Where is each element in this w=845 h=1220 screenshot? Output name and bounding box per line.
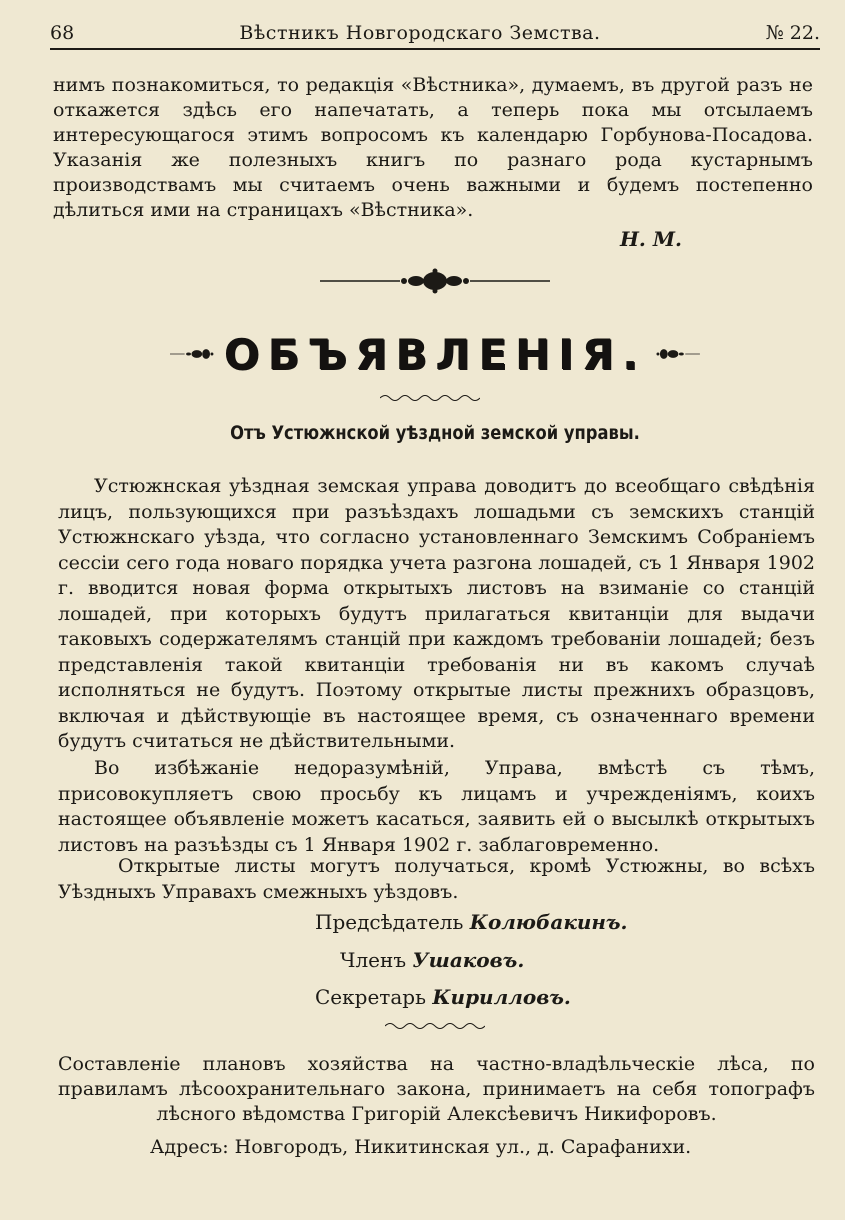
page-header [50,18,820,48]
section-heading-block [170,324,700,384]
announcement-paragraph-3: Открытые листы могутъ получаться, кромѣ Устюжны, во всѣхъ Уѣздныхъ Управахъ смежныхъ уѣздовъ. [58,855,815,903]
wavy-divider [385,1020,485,1032]
announcement-paragraph-2: Во избѣжаніе недоразумѣній, Управа, вмѣстѣ съ тѣмъ, присовокупляетъ свою просьбу къ лицамъ и учрежденіямъ, коихъ настоящее объявленіе можетъ касаться, заявить ей о высылкѣ открытыхъ листовъ на разъѣзды съ 1 Января 1902 г. заблаговременно. [58,757,815,856]
issue-number: № 22. [765,22,820,44]
wavy-divider [380,392,480,404]
page-number: 68 [50,22,75,44]
section-heading: ОБЪЯВЛЕНІЯ. [223,329,647,379]
signatory-name: Колюбакинъ. [469,910,628,934]
survey-notice: Составленіе плановъ хозяйства на частно-владѣльческіе лѣса, по правиламъ лѣсоохранительнаго закона, принимаетъ на себя топографъ лѣсного вѣдомства Григорій Алексѣевичъ Никифоровъ. [58,1053,815,1125]
divider-ornament [320,268,550,294]
signatory-role: Членъ [340,948,407,972]
announcement-subheading: Отъ Устюжнской уѣздной земской управы. [230,422,640,444]
right-flourish-ornament [656,339,700,369]
announcement-paragraph-1: Устюжнская уѣздная земская управа доводитъ до всеобщаго свѣдѣнія лицъ, пользующихся при разъѣздахъ лошадьми съ земскихъ станцій Устюжнскаго уѣзда, что согласно установленнаго Земскимъ Собраніемъ сессіи сего года новаго порядка учета разгона лошадей, съ 1 Января 1902 г. вводится новая форма открытыхъ листовъ на взиманіе со станцій лошадей, при которыхъ будутъ прилагаться квитанціи для выдачи таковыхъ содержателямъ станцій при каждомъ требованіи лошадей; безъ представленія такой квитанціи требованія ни въ какомъ случаѣ исполняться не будутъ. Поэтому открытые листы прежнихъ образцовъ, включая и дѣйствующіе въ настоящее время, съ означеннаго времени будутъ считаться не дѣйствительными. [58,475,815,752]
header-rule [50,48,820,50]
signatory-role: Предсѣдатель [315,910,464,934]
signatory-secretary [315,985,571,1009]
notice-address: Адресъ: Новгородъ, Никитинская ул., д. Сарафанихи. [150,1136,692,1158]
left-flourish-ornament [170,339,214,369]
signatory-name: Кирилловъ. [432,985,571,1009]
signatory-role: Секретарь [315,985,426,1009]
intro-paragraph: нимъ познакомиться, то редакція «Вѣстника», думаемъ, въ другой разъ не откажется здѣсь его напечатать, а теперь пока мы отсылаемъ интересующагося этимъ вопросомъ къ календарю Горбунова-Посадова. Указанія же полезныхъ книгъ по разнаго рода кустарнымъ производствамъ мы считаемъ очень важными и будемъ постепенно дѣлиться ими на страницахъ «Вѣстника». [53,74,813,221]
intro-signature: Н. М. [620,227,682,251]
signatory-member [340,948,524,972]
signatory-chairman [315,910,628,934]
journal-title: Вѣстникъ Новгородскаго Земства. [239,22,601,44]
signatory-name: Ушаковъ. [412,948,525,972]
